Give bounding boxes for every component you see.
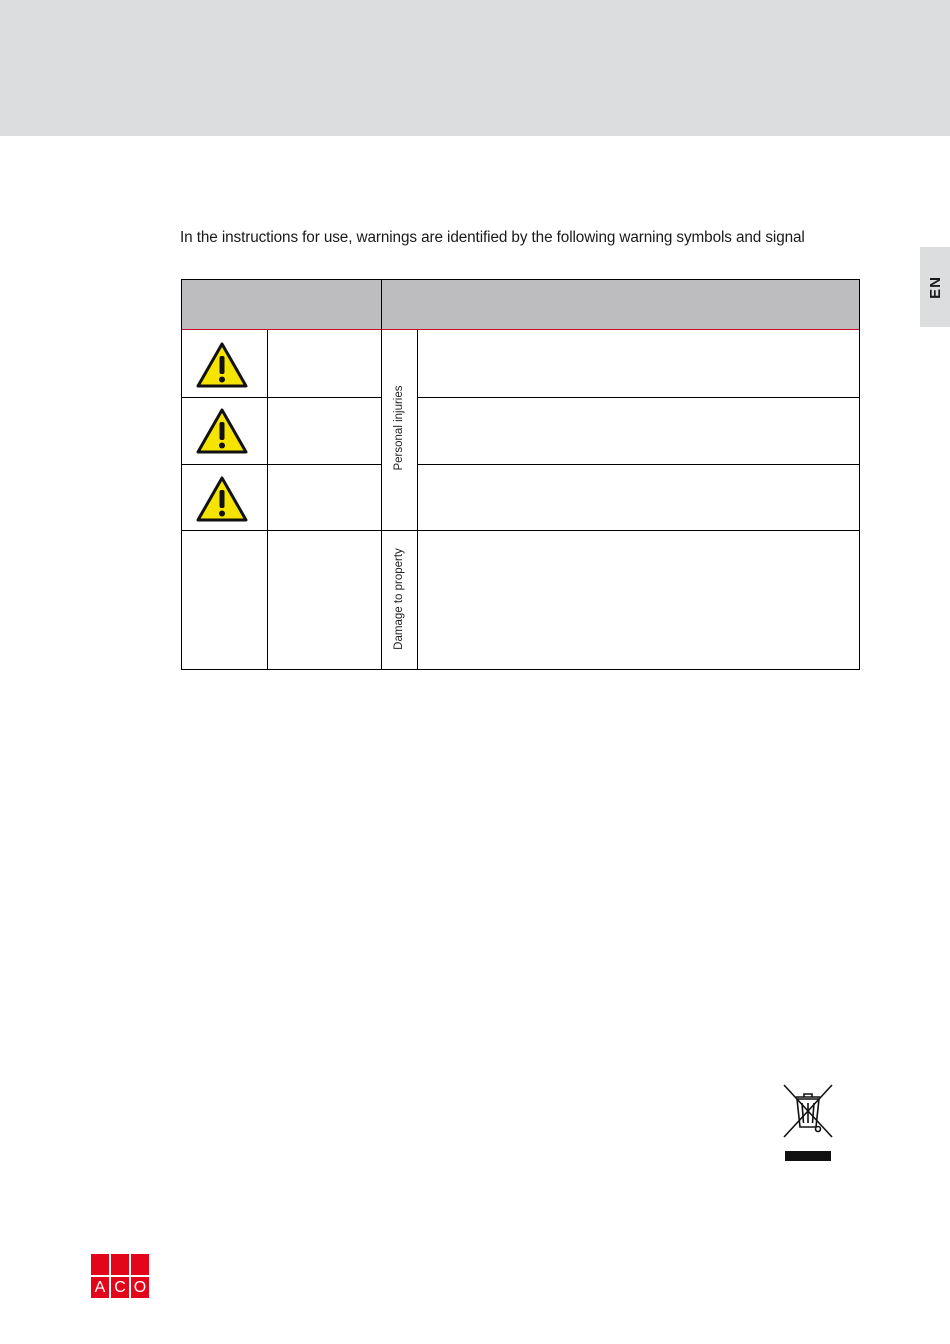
language-tab-label: EN (926, 275, 944, 299)
warning-triangle-icon (196, 408, 248, 454)
warning-triangle-icon (196, 342, 248, 388)
header-divider (181, 329, 860, 330)
header-band (0, 0, 950, 136)
language-tab[interactable] (920, 247, 950, 327)
column-divider (381, 279, 382, 670)
table-border-bottom (181, 669, 860, 670)
table-border-top (181, 279, 860, 280)
intro-paragraph: In the instructions for use, warnings are identified by the following warning symbols and signal (180, 229, 805, 246)
warning-triangle-icon (196, 476, 248, 522)
weee-crossed-bin-icon (780, 1083, 836, 1163)
column-divider (267, 330, 268, 670)
table-border-left (181, 279, 182, 670)
row-divider (181, 397, 381, 398)
table-header-left (181, 279, 381, 330)
category-damage-to-property: Damage to property (393, 548, 405, 650)
category-personal-injuries: Personal injuries (393, 385, 405, 471)
row-divider (417, 397, 860, 398)
table-header-right (382, 279, 860, 330)
row-divider (417, 464, 860, 465)
column-divider (417, 330, 418, 670)
row-divider (181, 530, 860, 531)
row-divider (181, 464, 381, 465)
aco-logo: A C O (91, 1254, 149, 1298)
table-border-right (859, 279, 860, 670)
